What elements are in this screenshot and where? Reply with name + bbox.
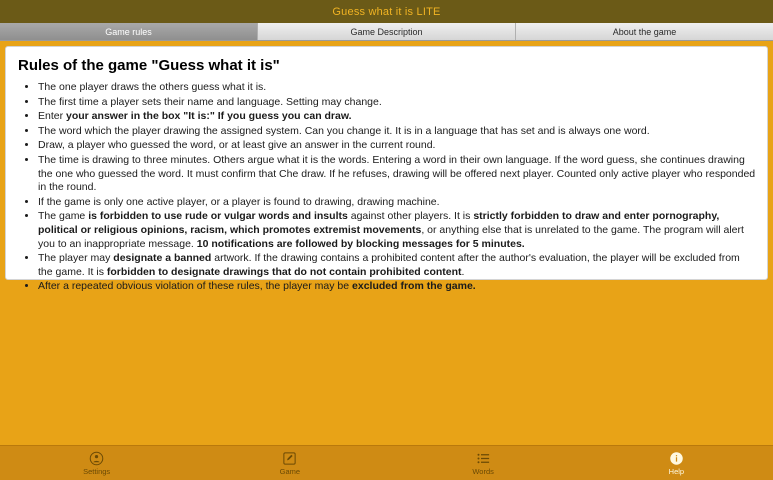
rule-text-emphasis: 10 notifications are followed by blocking messages for 5 minutes. [196,237,525,250]
rule-text: . [461,265,465,278]
rule-text: The game [38,210,89,223]
rule-text: The player may [38,252,114,265]
rule-text-emphasis: is forbidden to use rude or vulgar words and insults [88,210,348,223]
rule-text-emphasis: strictly forbidden to draw and enter pornography, political or religious opinions, racism, which promotes extremist movements [38,210,720,236]
rule-text: against other players. It is [347,210,474,223]
tab-game-rules[interactable] [0,23,258,40]
rule-text: The time is drawing to three minutes. Others argue what it is the words. Entering a word in their own language. If the word guess, she continues drawing the one who guessed the word. It must confirm that Che draw. If he refuses, drawing will be offered next player. Counted only active player who responded in the round. [38,153,756,194]
toolbar-item-help[interactable] [580,446,773,480]
rule-text: If the game is only one active player, or a player is found to drawing, drawing machine. [38,195,440,208]
rule-item [38,280,757,294]
rules-list [16,81,757,294]
empty-space [0,363,773,446]
tab-label: About the game [612,26,677,37]
toolbar-item-label: Words [472,466,494,476]
rule-text: Draw, a player who guessed the word, or at least give an answer in the current round. [38,139,436,152]
rule-item [38,81,757,95]
pencil-icon [282,451,297,466]
window-title: Guess what it is LITE [332,5,441,18]
rule-text: , or anything else that is unrelated to the game. The program will alert you to an inappropriate message. [38,223,744,250]
rule-text: Enter [38,110,67,123]
tab-label: Game rules [105,26,152,37]
list-icon [476,451,491,466]
settings-icon [89,451,104,466]
tab-about-the-game[interactable] [516,23,773,40]
tab-label: Game Description [350,26,423,37]
content-area [0,41,773,363]
rule-item [38,110,757,124]
rule-text-emphasis: designate a banned [113,252,212,265]
toolbar-item-settings[interactable] [0,446,193,480]
rule-item [38,125,757,139]
page-title: Rules of the game "Guess what it is" [18,57,280,74]
toolbar-item-game[interactable] [193,446,386,480]
toolbar-item-label: Help [668,466,685,476]
bottom-toolbar [0,445,773,480]
rule-text: The word which the player drawing the assigned system. Can you change it. It is in a language that has set and is always one word. [38,124,650,137]
rule-text: artwork. If the drawing contains a prohibited content after the author's evaluation, the player will be excluded from the game. It is [38,252,740,278]
toolbar-item-label: Game [279,466,301,476]
rules-card [5,46,768,293]
tab-game-description[interactable] [258,23,516,40]
rule-item [38,210,757,251]
rule-text: After a repeated obvious violation of these rules, the player may be [38,280,353,293]
rule-item [38,154,757,195]
rule-item [38,252,757,279]
toolbar-item-label: Settings [83,466,111,476]
rule-text-emphasis: forbidden to designate drawings that do not contain prohibited content [106,265,462,278]
info-icon [669,451,684,466]
window-titlebar [0,0,773,23]
rule-text: The one player draws the others guess what it is. [38,81,267,93]
rule-item [38,139,757,153]
toolbar-item-words[interactable] [387,446,580,480]
rule-text-emphasis: your answer in the box "It is:" If you guess you can draw. [66,110,352,123]
rule-item [38,96,757,110]
rule-text-emphasis: excluded from the game. [352,280,476,293]
tab-bar [0,23,773,41]
rule-item [38,196,757,210]
rule-text: The first time a player sets their name and language. Setting may change. [38,95,382,108]
